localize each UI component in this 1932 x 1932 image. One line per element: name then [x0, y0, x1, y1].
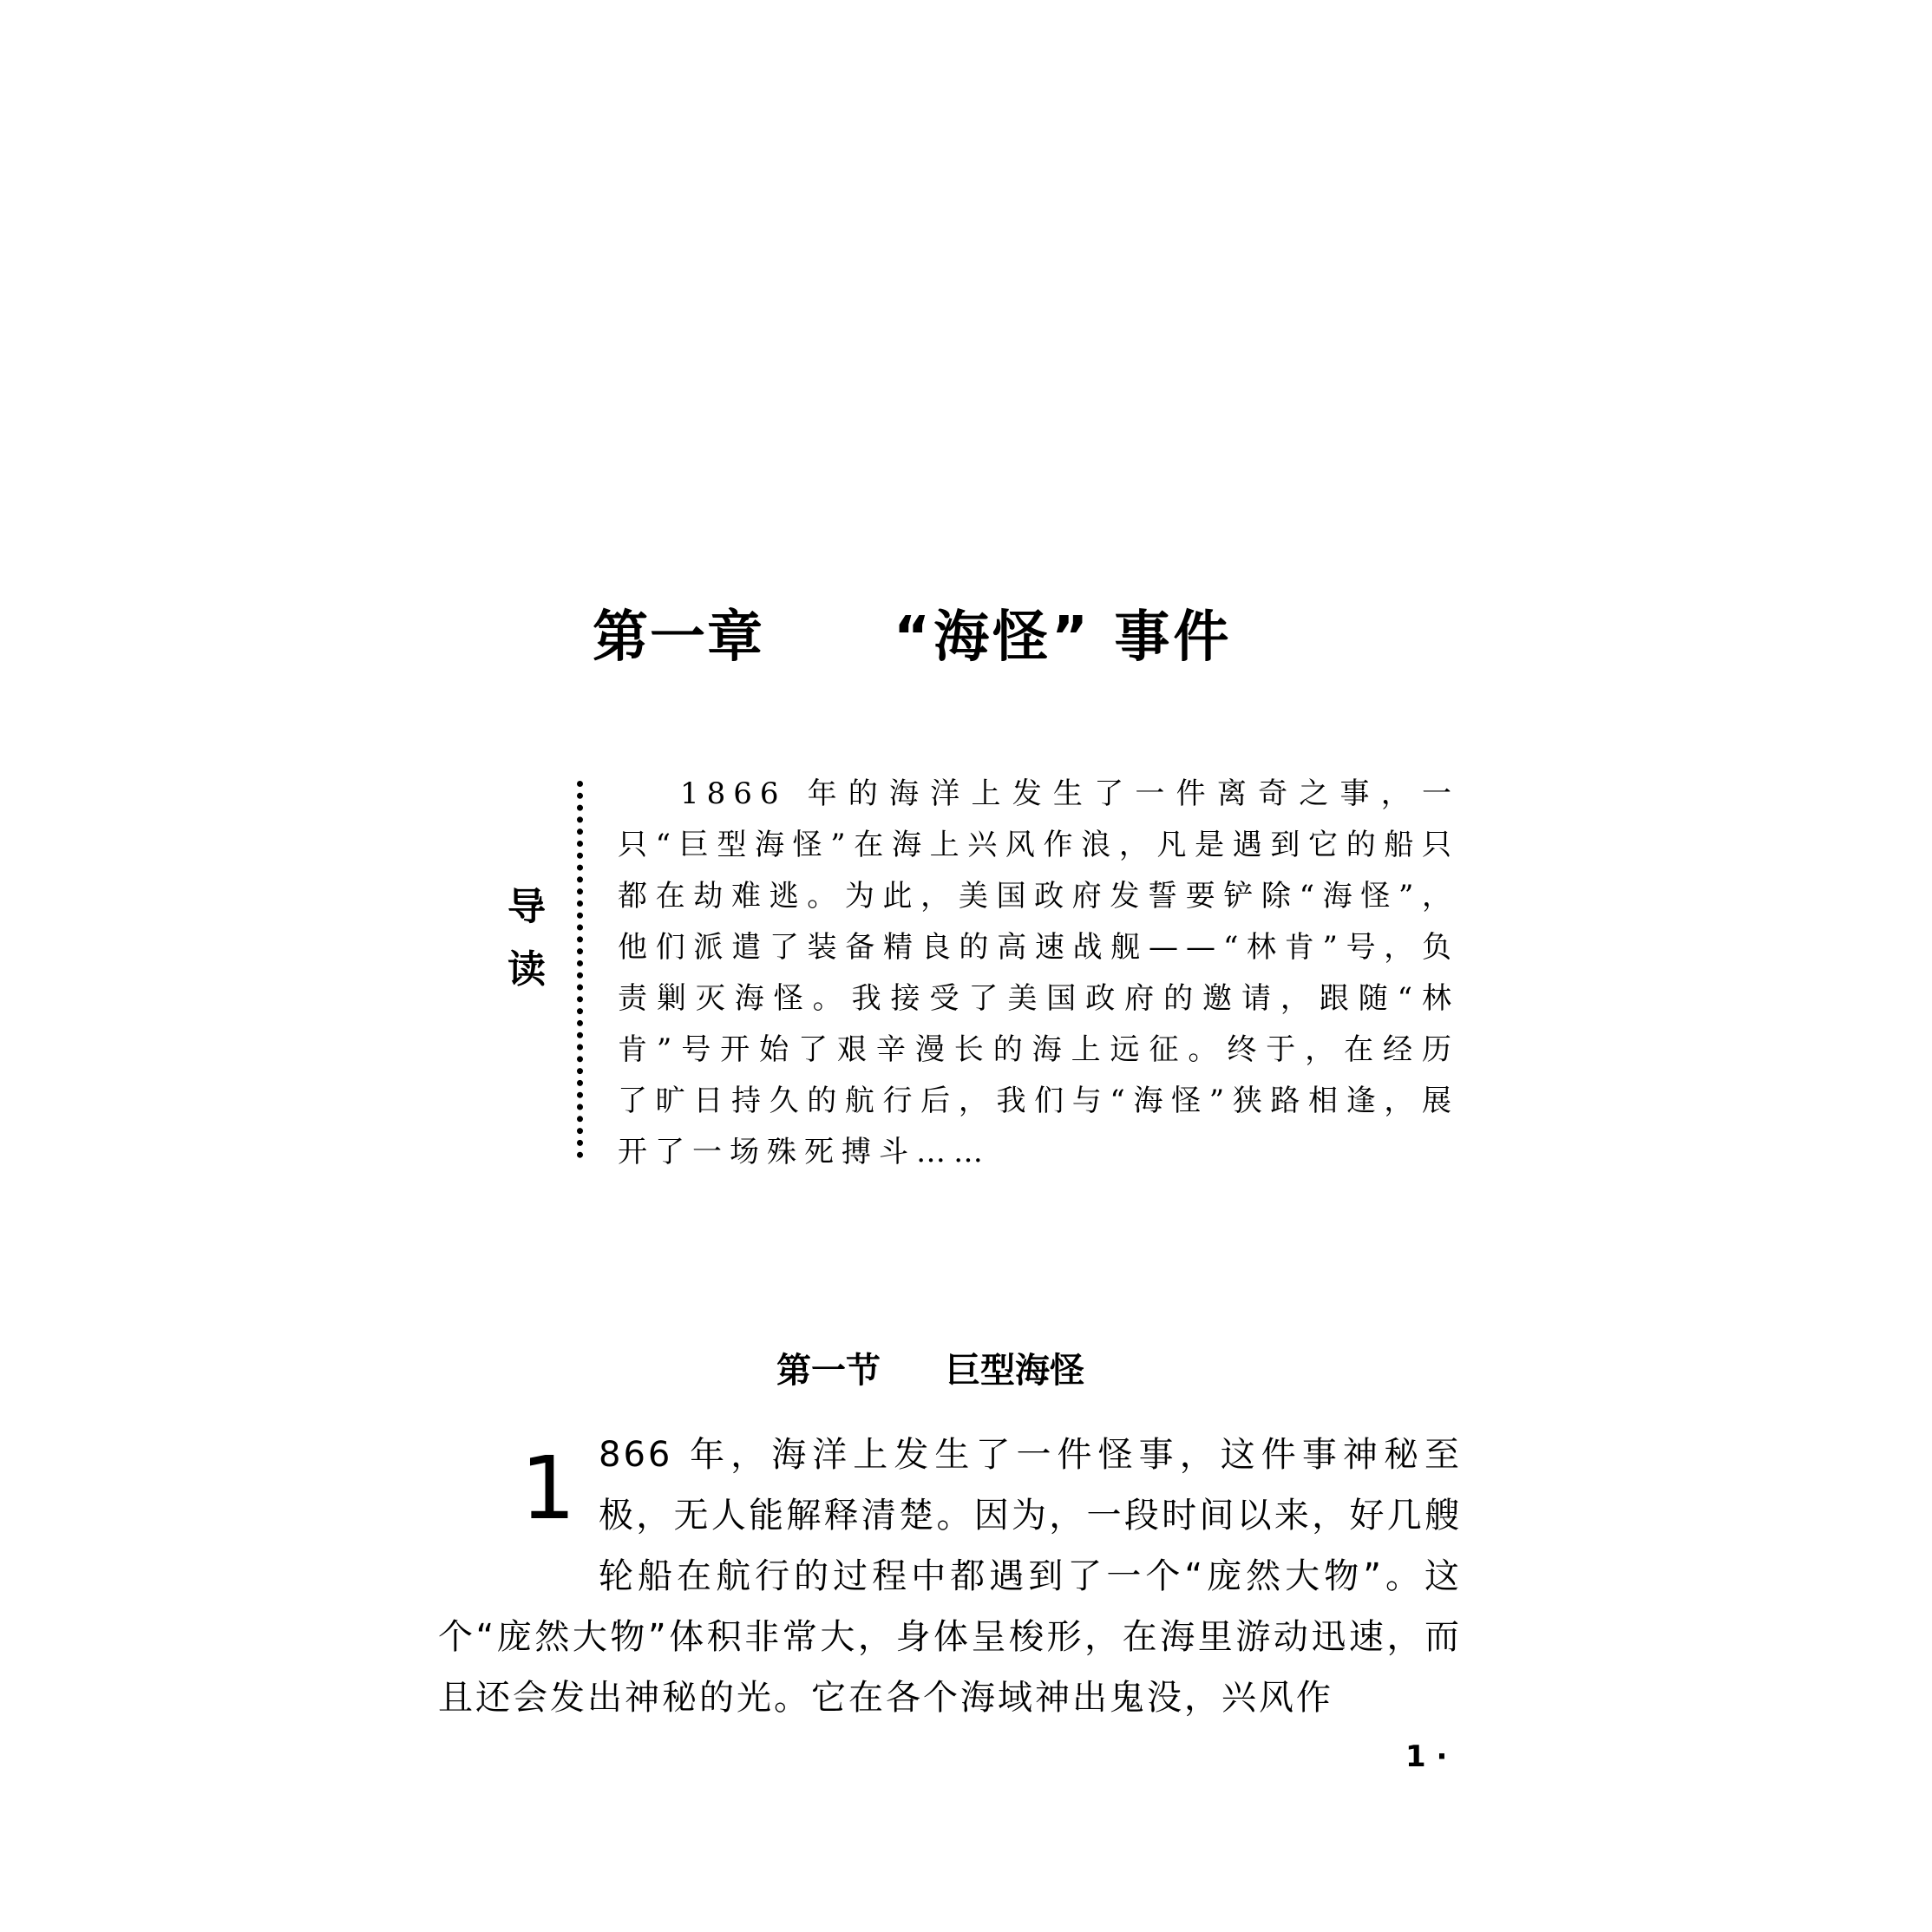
drop-cap: 1	[521, 1438, 579, 1539]
guide-label	[505, 876, 548, 1001]
chapter-number: 第一章	[593, 606, 764, 670]
body-text: 866 年，海洋上发生了一件怪事，这件事神秘至极，无人能解释清楚。因为，一段时间以来，好几艘轮船在航行的过程中都遇到了一个“庞然大物”。这个“庞然大物”体积非常大，身体呈梭形，在海里游动迅速，而且还会发出神秘的光。它在各个海域神出鬼没，兴风作	[438, 1435, 1462, 1718]
guide-label-char-2: 读	[508, 947, 546, 992]
body-paragraph	[438, 1424, 1462, 1728]
chapter-title	[0, 599, 1932, 677]
section-name: 巨型海怪	[946, 1351, 1084, 1391]
section-number: 第一节	[776, 1351, 881, 1391]
guide-read-block	[0, 763, 1932, 1171]
guide-text: 1866 年的海洋上发生了一件离奇之事，一只“巨型海怪”在海上兴风作浪，凡是遇到它的船只都在劫难逃。为此，美国政府发誓要铲除“海怪”，他们派遣了装备精良的高速战舰——“林肯”号，负责剿灭海怪。我接受了美国政府的邀请，跟随“林肯”号开始了艰辛漫长的海上远征。终于，在经历了旷日持久的航行后，我们与“海怪”狭路相逢，展开了一场殊死搏斗……	[618, 776, 1459, 1169]
page-number: 1 ·	[1405, 1739, 1448, 1774]
guide-label-char-1: 导	[508, 885, 546, 929]
chapter-name: “海怪” 事件	[894, 606, 1233, 670]
section-title	[0, 1345, 1932, 1397]
dotted-divider	[577, 781, 583, 1158]
